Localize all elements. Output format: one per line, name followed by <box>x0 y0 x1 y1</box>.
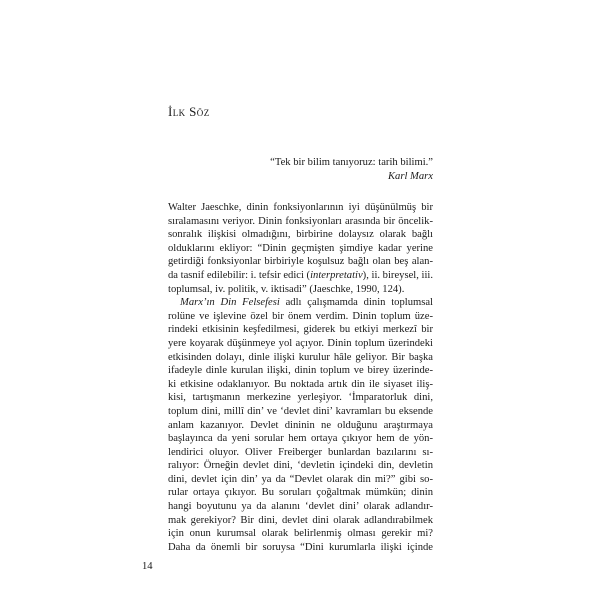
text-line: ralıyor: Örneğin devlet dini, ‘devletin içindeki din, devletin <box>168 460 433 472</box>
text-line: ki etkisine odaklanıyor. Bu noktada artık din ile siyaset iliş- <box>168 378 433 390</box>
text-segment: adlı çalışmamda dinin toplumsal <box>279 297 433 309</box>
text-line: toplum dini, millî din’ ve ‘devlet dini’ kavramları bu eksende <box>168 405 433 417</box>
text-line: hangi boyutunu ya da alanını ‘devlet dini’ olarak adlandır- <box>168 501 433 513</box>
text-line <box>168 296 433 310</box>
text-line: yere koyarak düşünmeye yol açıyor. Dinin toplum üzerindeki <box>168 337 433 349</box>
epigraph <box>173 156 433 184</box>
text-line: toplumsal, iv. politik, v. iktisadi” (Jaeschke, 1990, 124). <box>168 283 405 295</box>
text-line: rolüne ve işlevine özel bir önem verdim. Dinin toplum üze- <box>168 310 433 322</box>
text-line: ifadeyle dinle kurulan ilişki, dinin toplum ve birey üzerinde- <box>168 365 433 377</box>
text-line: etkisinden dolayı, dinle ilişki kurulur hâle geliyor. Bir başka <box>168 351 433 363</box>
chapter-title: İlk Söz <box>168 104 210 119</box>
text-line: rindeki etkisinin keşfedilmesi, giderek bu etkiyi merkezî bir <box>168 324 433 336</box>
text-line: için onun kurumsal olarak belirlenmiş olması gerekir mi? <box>168 528 433 540</box>
page-number: 14 <box>142 561 153 572</box>
body-text <box>168 201 433 554</box>
text-line: Daha da önemli bir soruysa “Dini kurumlarla ilişki içinde <box>168 541 433 553</box>
epigraph-author: Karl Marx <box>387 171 433 182</box>
text-line <box>168 269 433 283</box>
text-line: kisi, tartışmanın merkezine yerleşiyor. ‘İmparatorluk dini, <box>168 392 433 404</box>
paragraph-1 <box>168 201 433 296</box>
text-line: getirdiği fonksiyonlar birbiriyle koşulsuz bağlı olan beş alan- <box>168 256 433 268</box>
italic-term: interpretativ <box>310 269 363 281</box>
text-line: başlayınca da yeni sorular hem ortaya çıkıyor hem de yön- <box>168 433 433 445</box>
text-line: anlam kazanıyor. Devlet dininin ne olduğunu araştırmaya <box>168 419 433 431</box>
text-line: mak gerekiyor? Bir dini, devlet dini olarak adlandırabilmek <box>168 514 433 526</box>
text-line: dini, devlet için din’ ya da “Devlet olarak din mi?” gibi so- <box>168 473 433 485</box>
text-segment: da tasnif edilebilir: i. tefsir edici ( <box>168 269 311 281</box>
text-segment: ), ii. bireysel, iii. <box>362 269 433 281</box>
text-line: lendirici oluyor. Oliver Freiberger bunlardan bazılarını sı- <box>168 446 433 458</box>
text-line: olduklarını ekliyor: “Dinin geçmişten şimdiye kadar yerine <box>168 242 433 254</box>
text-line: sıralamasını veriyor. Dinin fonksiyonları arasında bir öncelik- <box>168 215 433 227</box>
paragraph-2 <box>168 296 433 554</box>
book-title: Marx’ın Din Felsefesi <box>180 297 280 309</box>
text-line: sonralık ilişkisi olmadığını, birbirine dolaysız olarak bağlı <box>168 229 433 241</box>
text-line: rular ortaya çıkıyor. Bu soruları çoğaltmak mümkün; dinin <box>168 487 433 499</box>
epigraph-quote: “Tek bir bilim tanıyoruz: tarih bilimi.” <box>270 157 433 168</box>
text-line: Walter Jaeschke, dinin fonksiyonlarının iyi düşünülmüş bir <box>168 202 433 213</box>
